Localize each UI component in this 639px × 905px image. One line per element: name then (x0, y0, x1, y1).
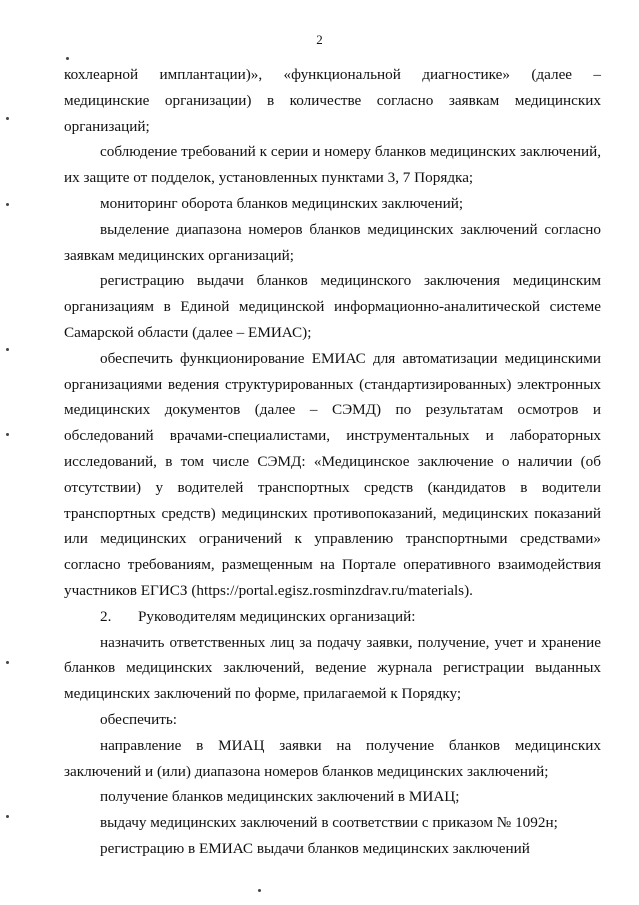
paragraph: кохлеарной имплантации)», «функциональной диагностике» (далее – медицинские организации) в количестве согласно заявкам медицинских организаций; (64, 66, 601, 135)
document-body (64, 62, 601, 862)
scan-speck (6, 203, 9, 206)
scan-speck (6, 348, 9, 351)
paragraph: назначить ответственных лиц за подачу заявки, получение, учет и хранение бланков медицинских заключений, ведение журнала регистрации выданных медицинских заключений по форме, прилагаемой к Порядку; (64, 633, 601, 703)
scan-speck (6, 117, 9, 120)
section-heading: 2. Руководителям медицинских организаций: (100, 607, 416, 625)
paragraph: направление в МИАЦ заявки на получение бланков медицинских заключений и (или) диапазона номеров бланков медицинских заключений; (64, 736, 601, 780)
paragraph: мониторинг оборота бланков медицинских заключений; (100, 194, 464, 212)
paragraph: соблюдение требований к серии и номеру бланков медицинских заключений, их защите от подделок, установленных пунктами 3, 7 Порядка; (64, 143, 601, 187)
scan-speck (6, 433, 9, 436)
paragraph: обеспечить: (100, 710, 178, 728)
paragraph: обеспечить функционирование ЕМИАС для автоматизации медицинскими организациями ведения структурированных (стандартизированных) электронных медицинских документов (далее – СЭМД) по результатам осмотров и обследований врачами-специалистами, инструментальных и лабораторных исследований, в том числе СЭМД: «Медицинское заключение о наличии (об отсутствии) у водителей транспортных средств (кандидатов в водители транспортных средств) медицинских противопоказаний, медицинских показаний или медицинских ограничений к управлению транспортными средствами» согласно требованиям, размещенным на Портале оперативного взаимодействия участников ЕГИСЗ (https://portal.egisz.rosminzdrav.ru/materials). (64, 349, 601, 599)
paragraph: получение бланков медицинских заключений в МИАЦ; (100, 788, 460, 806)
scan-speck (6, 815, 9, 818)
scan-speck (258, 889, 261, 892)
scan-speck (66, 57, 69, 60)
page-number: 2 (316, 32, 323, 47)
scan-speck (6, 661, 9, 664)
paragraph: выделение диапазона номеров бланков медицинских заключений согласно заявкам медицинских организаций; (64, 220, 601, 264)
paragraph: регистрацию в ЕМИАС выдачи бланков медицинских заключений (100, 839, 530, 857)
paragraph: выдачу медицинских заключений в соответствии с приказом № 1092н; (100, 814, 558, 832)
paragraph: регистрацию выдачи бланков медицинского заключения медицинским организациям в Единой медицинской информационно-аналитической системе Самарской области (далее – ЕМИАС); (64, 272, 601, 341)
